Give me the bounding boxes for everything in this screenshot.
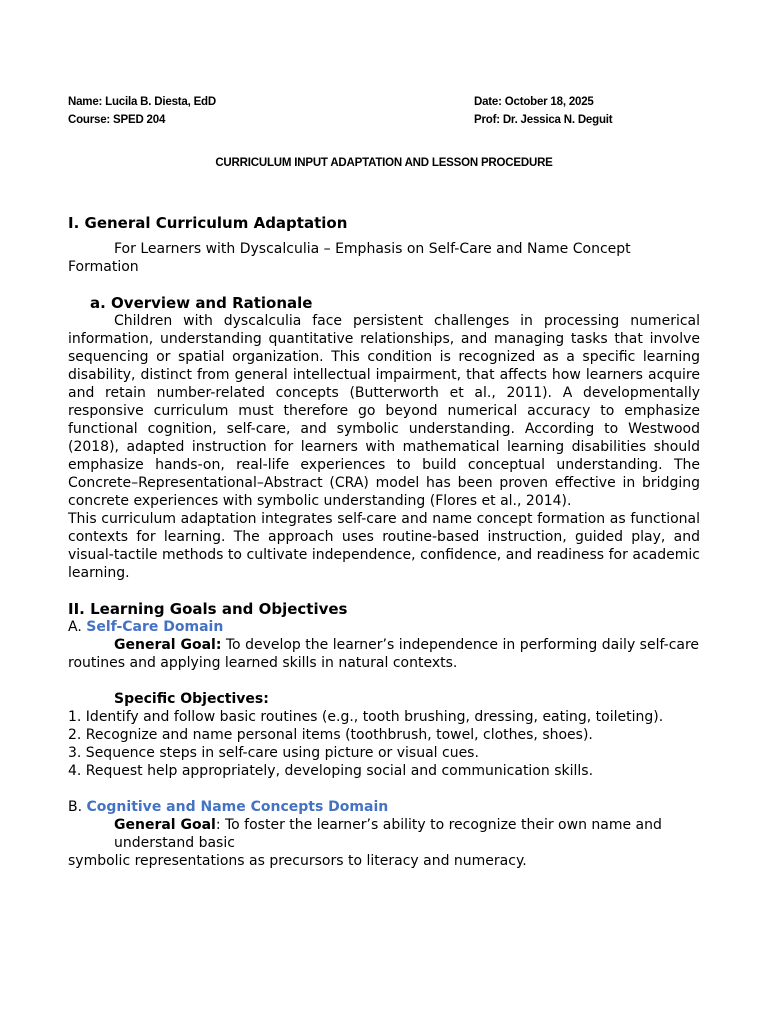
- date: Date: October 18, 2025: [474, 96, 594, 108]
- self-care-domain-title: Self-Care Domain: [86, 619, 224, 635]
- section-2-heading: II. Learning Goals and Objectives: [68, 600, 348, 618]
- header-left: [68, 93, 216, 129]
- section-1-heading: I. General Curriculum Adaptation: [68, 214, 348, 232]
- document-body: [68, 214, 700, 870]
- overview-paragraph-1: Children with dyscalculia face persistent challenges in processing numerical information, understanding quantitative relationships, and managing tasks that involve sequencing or spatial organization. This condition is recognized as a specific learning disability, distinct from general intellectual impairment, that affects how learners acquire and retain number-related concepts (Butterworth et al., 2011). A developmentally responsive curriculum must therefore go beyond numerical accuracy to emphasize functional cognition, self-care, and symbolic understanding. According to Westwood (2018), adapted instruction for learners with mathematical learning disabilities should emphasize hands-on, real-life experiences to build conceptual understanding. The Concrete–Representational–Abstract (CRA) model has been proven effective in bridging concrete experiences with symbolic understanding (Flores et al., 2014).: [68, 313, 700, 509]
- objective-item: 3. Sequence steps in self-care using picture or visual cues.: [68, 745, 479, 761]
- cognitive-domain-title: Cognitive and Name Concepts Domain: [86, 799, 389, 815]
- overview-heading: a. Overview and Rationale: [90, 294, 313, 312]
- domain-b-goal: General Goal: To foster the learner’s ability to recognize their own name and understand basic: [114, 817, 662, 851]
- domain-b-heading: B. Cognitive and Name Concepts Domain: [68, 799, 389, 815]
- domain-a-goal: General Goal: To develop the learner’s independence in performing daily self-care routines and applying learned skills in natural contexts.: [68, 637, 700, 671]
- objectives-label: Specific Objectives:: [114, 691, 269, 707]
- domain-a-heading: A. Self-Care Domain: [68, 619, 224, 635]
- document-title: CURRICULUM INPUT ADAPTATION AND LESSON PROCEDURE: [215, 157, 553, 169]
- domain-b-goal-cont: symbolic representations as precursors to literacy and numeracy.: [68, 853, 527, 869]
- section-1-intro: For Learners with Dyscalculia – Emphasis on Self-Care and Name Concept Formation: [68, 241, 631, 275]
- student-name: Name: Lucila B. Diesta, EdD: [68, 96, 216, 108]
- objective-item: 2. Recognize and name personal items (toothbrush, towel, clothes, shoes).: [68, 727, 593, 743]
- professor: Prof: Dr. Jessica N. Deguit: [474, 114, 613, 126]
- overview-paragraph-2: This curriculum adaptation integrates self-care and name concept formation as functional contexts for learning. The approach uses routine-based instruction, guided play, and visual-tactile methods to cultivate independence, confidence, and readiness for academic learning.: [68, 511, 700, 581]
- objective-item: 1. Identify and follow basic routines (e.g., tooth brushing, dressing, eating, toileting).: [68, 709, 664, 725]
- course: Course: SPED 204: [68, 114, 166, 126]
- header-right: [474, 93, 612, 129]
- objective-item: 4. Request help appropriately, developing social and communication skills.: [68, 763, 594, 779]
